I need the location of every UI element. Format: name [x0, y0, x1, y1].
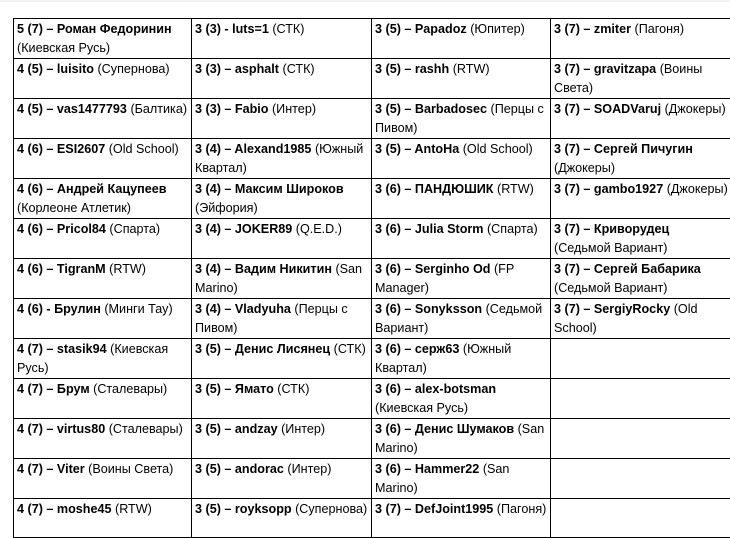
table-row: [14, 139, 730, 179]
sheet-top-edge: [0, 0, 730, 2]
table-row: [14, 459, 730, 499]
player-entry: 3 (7) – gambo1927: [554, 182, 663, 196]
team-name: (Воины Света): [554, 62, 702, 95]
player-entry: 3 (6) – Sonyksson: [375, 302, 482, 316]
player-entry: 3 (5) – Papadoz: [375, 22, 467, 36]
table-cell: [192, 219, 372, 259]
player-entry: 4 (6) - Брулин: [17, 302, 101, 316]
player-entry: 3 (5) – AntoHa: [375, 142, 459, 156]
player-entry: 3 (3) – asphalt: [195, 62, 279, 76]
player-entry: 5 (7) – Роман Федоринин: [17, 22, 172, 36]
player-entry: 3 (5) – royksopp: [195, 502, 292, 516]
table-cell: [372, 259, 551, 299]
player-entry: 3 (4) – Alexand1985: [195, 142, 311, 156]
player-entry: 4 (5) – vas1477793: [17, 102, 127, 116]
table-cell: [372, 139, 551, 179]
table-cell: [372, 459, 551, 499]
table-cell: [14, 299, 192, 339]
table-cell: [551, 99, 730, 139]
table-cell: [192, 99, 372, 139]
team-name: (Супернова): [295, 502, 367, 516]
team-name: (Юпитер): [470, 22, 525, 36]
player-entry: 4 (7) – Брум: [17, 382, 90, 396]
team-name: (Интер): [272, 102, 316, 116]
table-cell: [192, 299, 372, 339]
team-name: (Седьмой Вариант): [375, 302, 542, 335]
player-entry: 4 (5) – luisito: [17, 62, 94, 76]
team-name: (Перцы с Пивом): [195, 302, 348, 335]
table-cell-empty: [551, 419, 730, 459]
team-name: (Old School): [463, 142, 533, 156]
table-cell: [14, 459, 192, 499]
player-entry: 3 (6) – Hammer22: [375, 462, 479, 476]
player-entry: 4 (7) – Viter: [17, 462, 85, 476]
player-entry: 3 (5) – Ямато: [195, 382, 274, 396]
table-cell: [551, 59, 730, 99]
team-name: (Q.E.D.): [296, 222, 342, 236]
team-name: (Супернова): [97, 62, 169, 76]
player-entry: 3 (5) – Денис Лисянец: [195, 342, 330, 356]
table-cell: [372, 19, 551, 59]
player-entry: 4 (6) – TigranM: [17, 262, 106, 276]
player-entry: 3 (5) – andorac: [195, 462, 284, 476]
team-name: (Джокеры): [667, 182, 728, 196]
player-entry: 3 (5) – rashh: [375, 62, 449, 76]
player-entry: 3 (3) - luts=1: [195, 22, 269, 36]
team-name: (Воины Света): [88, 462, 173, 476]
table-cell: [192, 59, 372, 99]
player-entry: 4 (6) – ESI2607: [17, 142, 105, 156]
team-name: (FP Manager): [375, 262, 514, 295]
table-cell: [372, 379, 551, 419]
team-name: (Пагоня): [635, 22, 685, 36]
table-cell: [372, 299, 551, 339]
team-name: (Перцы с Пивом): [375, 102, 544, 135]
players-table: [13, 18, 730, 538]
player-entry: 3 (7) – SergiyRocky: [554, 302, 670, 316]
team-name: (Сталевары): [93, 382, 167, 396]
team-name: (Киевская Русь): [375, 401, 468, 415]
team-name: (Джокеры): [665, 102, 726, 116]
table-cell: [14, 99, 192, 139]
team-name: (RTW): [109, 262, 146, 276]
player-entry: 3 (6) – Julia Storm: [375, 222, 483, 236]
player-entry: 3 (6) – Serginho Od: [375, 262, 490, 276]
player-entry: 3 (6) – alex-botsman: [375, 382, 496, 396]
table-row: [14, 19, 730, 59]
table-cell: [14, 419, 192, 459]
team-name: (СТК): [334, 342, 366, 356]
table-cell: [372, 179, 551, 219]
table-cell: [14, 139, 192, 179]
team-name: (Пагоня): [497, 502, 547, 516]
player-entry: 3 (6) – Денис Шумаков: [375, 422, 514, 436]
table-cell: [14, 259, 192, 299]
table-cell: [192, 339, 372, 379]
table-cell: [14, 59, 192, 99]
player-entry: 3 (6) – ПАНДЮШИК: [375, 182, 494, 196]
team-name: (Спарта): [487, 222, 538, 236]
team-name: (Киевская Русь): [17, 342, 168, 375]
team-name: (Интер): [281, 422, 325, 436]
table-row: [14, 259, 730, 299]
table-cell: [192, 19, 372, 59]
player-entry: 4 (7) – moshe45: [17, 502, 112, 516]
table-cell: [372, 499, 551, 538]
team-name: (СТК): [272, 22, 304, 36]
team-name: (Киевская Русь): [17, 41, 110, 55]
team-name: (Южный Квартал): [195, 142, 363, 175]
table-cell: [192, 379, 372, 419]
player-entry: 3 (4) – Вадим Никитин: [195, 262, 332, 276]
table-cell: [372, 419, 551, 459]
team-name: (RTW): [115, 502, 152, 516]
player-entry: 3 (5) – andzay: [195, 422, 278, 436]
table-cell: [551, 139, 730, 179]
team-name: (Old School): [109, 142, 179, 156]
team-name: (San Marino): [375, 462, 509, 495]
table-row: [14, 499, 730, 538]
team-name: (Южный Квартал): [375, 342, 511, 375]
player-entry: 3 (4) – Максим Широков: [195, 182, 344, 196]
player-entry: 4 (7) – stasik94: [17, 342, 107, 356]
team-name: (Балтика): [130, 102, 187, 116]
table-cell-empty: [551, 459, 730, 499]
table-cell: [14, 379, 192, 419]
table-cell: [372, 219, 551, 259]
team-name: (RTW): [453, 62, 490, 76]
player-entry: 3 (7) – SOADVaruj: [554, 102, 661, 116]
table-cell: [14, 19, 192, 59]
table-row: [14, 299, 730, 339]
team-name: (Эйфория): [195, 201, 258, 215]
table-cell: [192, 499, 372, 538]
player-entry: 3 (7) – Сергей Бабарика: [554, 262, 701, 276]
player-entry: 3 (3) – Fabio: [195, 102, 268, 116]
team-name: (СТК): [283, 62, 315, 76]
table-row: [14, 339, 730, 379]
team-name: (Интер): [287, 462, 331, 476]
player-entry: 3 (7) – zmiter: [554, 22, 631, 36]
table-cell: [14, 179, 192, 219]
player-entry: 3 (7) – Сергей Пичугин: [554, 142, 693, 156]
team-name: (Седьмой Вариант): [554, 281, 668, 295]
table-cell: [372, 99, 551, 139]
table-cell: [192, 419, 372, 459]
table-cell: [192, 139, 372, 179]
table-row: [14, 99, 730, 139]
table-cell: [14, 499, 192, 538]
player-entry: 3 (4) – JOKER89: [195, 222, 292, 236]
table-cell-empty: [551, 379, 730, 419]
table-cell-empty: [551, 339, 730, 379]
player-entry: 4 (6) – Pricol84: [17, 222, 106, 236]
team-name: (RTW): [497, 182, 534, 196]
table-cell: [192, 259, 372, 299]
player-entry: 4 (6) – Андрей Кацупеев: [17, 182, 166, 196]
player-entry: 3 (7) – DefJoint1995: [375, 502, 493, 516]
team-name: (Джокеры): [554, 161, 615, 175]
player-entry: 3 (5) – Barbadosec: [375, 102, 487, 116]
table-cell: [192, 459, 372, 499]
table-cell: [372, 339, 551, 379]
table-cell: [551, 259, 730, 299]
team-name: (Минги Тау): [104, 302, 172, 316]
table-row: [14, 179, 730, 219]
table-cell: [14, 339, 192, 379]
table-cell: [551, 179, 730, 219]
team-name: (San Marino): [375, 422, 544, 455]
player-entry: 4 (7) – virtus80: [17, 422, 105, 436]
team-name: (Old School): [554, 302, 698, 335]
player-entry: 3 (7) – Криворудец: [554, 222, 669, 236]
table-cell: [192, 179, 372, 219]
player-entry: 3 (6) – серж63: [375, 342, 459, 356]
team-name: (Корлеоне Атлетик): [17, 201, 131, 215]
team-name: (Седьмой Вариант): [554, 241, 668, 255]
table-cell: [372, 59, 551, 99]
table-row: [14, 379, 730, 419]
player-entry: 3 (7) – gravitzapa: [554, 62, 656, 76]
table-row: [14, 59, 730, 99]
team-name: (Спарта): [109, 222, 160, 236]
table-cell-empty: [551, 499, 730, 538]
player-entry: 3 (4) – Vladyuha: [195, 302, 291, 316]
table-row: [14, 219, 730, 259]
team-name: (Сталевары): [109, 422, 183, 436]
table-cell: [551, 19, 730, 59]
table-row: [14, 419, 730, 459]
table-cell: [551, 299, 730, 339]
table-cell: [14, 219, 192, 259]
team-name: (San Marino): [195, 262, 362, 295]
team-name: (СТК): [277, 382, 309, 396]
table-cell: [551, 219, 730, 259]
